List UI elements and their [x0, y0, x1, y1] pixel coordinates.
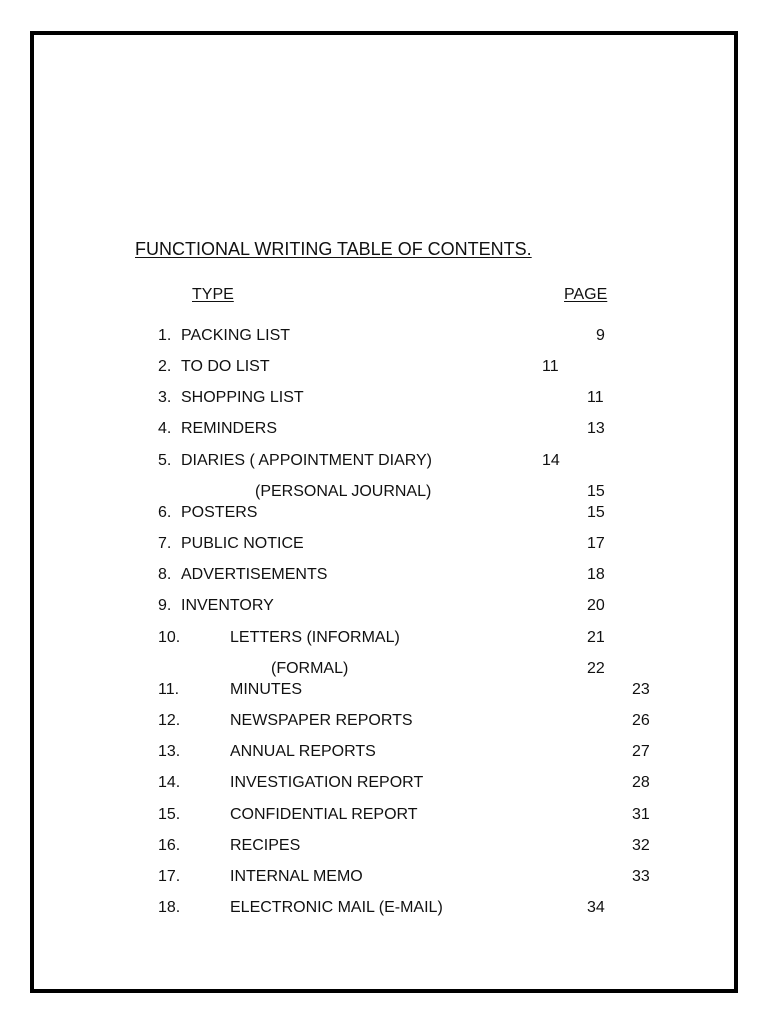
entry-label: ELECTRONIC MAIL (E-MAIL) [230, 899, 443, 916]
entry-label: CONFIDENTIAL REPORT [230, 806, 418, 823]
page-column-header: PAGE [564, 286, 608, 303]
entry-sublabel: (PERSONAL JOURNAL) [255, 483, 432, 500]
entry-number: 2. [158, 358, 172, 375]
entry-page: 28 [632, 774, 650, 791]
entry-page: 15 [587, 504, 605, 521]
entry-page: 31 [632, 806, 650, 823]
entry-number: 1. [158, 327, 172, 344]
entry-page: 15 [587, 483, 605, 500]
entry-label: DIARIES ( APPOINTMENT DIARY) [181, 452, 433, 469]
entry-number: 7. [158, 535, 172, 552]
entry-label: ADVERTISEMENTS [181, 566, 328, 583]
entry-number: 18. [158, 899, 181, 916]
entry-label: LETTERS (INFORMAL) [230, 629, 400, 646]
entry-label: MINUTES [230, 681, 302, 698]
entry-page: 13 [587, 420, 605, 437]
document-title: FUNCTIONAL WRITING TABLE OF CONTENTS. [135, 239, 532, 259]
entry-number: 9. [158, 597, 172, 614]
entry-number: 3. [158, 389, 172, 406]
entry-page: 20 [587, 597, 605, 614]
entry-number: 17. [158, 868, 181, 885]
entry-page: 11 [542, 358, 559, 375]
entry-page: 17 [587, 535, 605, 552]
entry-page: 33 [632, 868, 650, 885]
entry-number: 8. [158, 566, 172, 583]
entry-number: 15. [158, 806, 181, 823]
entry-page: 26 [632, 712, 650, 729]
entry-number: 11. [158, 681, 180, 698]
entry-number: 4. [158, 420, 172, 437]
entry-label: ANNUAL REPORTS [230, 743, 376, 760]
entry-page: 23 [632, 681, 650, 698]
entry-number: 13. [158, 743, 181, 760]
entry-page: 32 [632, 837, 650, 854]
entry-number: 14. [158, 774, 181, 791]
entry-label: NEWSPAPER REPORTS [230, 712, 413, 729]
entry-page: 9 [596, 327, 605, 344]
entry-number: 16. [158, 837, 181, 854]
entry-number: 5. [158, 452, 172, 469]
entry-page: 18 [587, 566, 605, 583]
entry-label: INVENTORY [181, 597, 274, 614]
entry-number: 10. [158, 629, 181, 646]
entry-label: REMINDERS [181, 420, 278, 437]
entry-page: 22 [587, 660, 605, 677]
entry-page: 21 [587, 629, 605, 646]
entry-label: PUBLIC NOTICE [181, 535, 304, 552]
entry-label: POSTERS [181, 504, 258, 521]
entry-label: TO DO LIST [181, 358, 270, 375]
type-column-header: TYPE [192, 286, 234, 303]
entry-page: 27 [632, 743, 650, 760]
entry-page: 14 [542, 452, 560, 469]
entry-label: SHOPPING LIST [181, 389, 304, 406]
entry-page: 34 [587, 899, 605, 916]
entry-label: INTERNAL MEMO [230, 868, 363, 885]
entry-label: PACKING LIST [181, 327, 291, 344]
entry-number: 6. [158, 504, 172, 521]
entry-sublabel: (FORMAL) [271, 660, 349, 677]
entry-label: RECIPES [230, 837, 301, 854]
entry-label: INVESTIGATION REPORT [230, 774, 424, 791]
entry-page: 11 [587, 389, 604, 406]
entry-number: 12. [158, 712, 181, 729]
